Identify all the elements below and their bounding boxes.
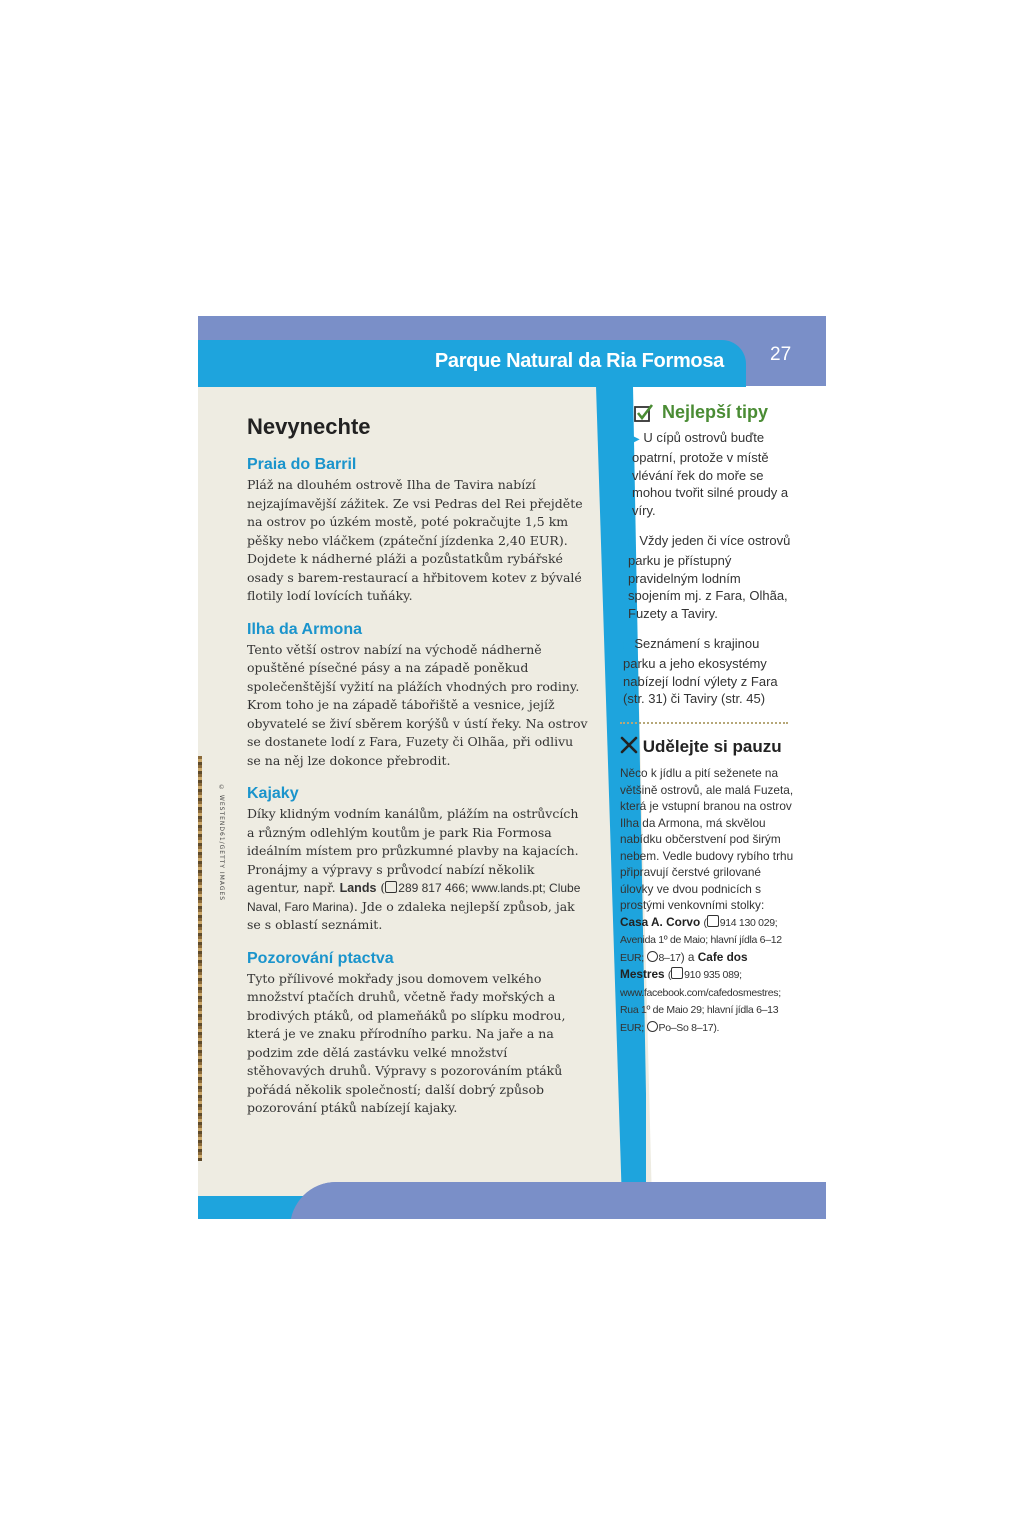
clock-icon: [647, 951, 658, 962]
header-bar: [198, 340, 746, 387]
clock-icon: [647, 1021, 658, 1032]
photo-edge: [198, 756, 202, 1161]
section-title: Ilha da Armona: [247, 620, 362, 638]
tip-item: ▶ Vždy jeden či více ostrovů parku je přístupný pravidelným lodním spojením mj. z Fara, Olhãa, Fuzety a Taviry.: [628, 532, 791, 622]
footer-curve-overlay: [290, 1182, 826, 1219]
checkbox-icon: [634, 404, 654, 422]
page-number: 27: [770, 344, 792, 365]
business-contact: 289 817 466; www.lands.pt; Clube Naval, Faro Marina: [247, 881, 581, 914]
tips-heading: Nejlepší tipy: [634, 402, 794, 423]
tip-item: ▶ U cípů ostrovů buďte opatrní, protože v místě vlévání řek do moře se mohou tvořit silné proudy a víry.: [632, 430, 789, 519]
fork-knife-icon: [620, 736, 638, 754]
phone-icon: [385, 881, 397, 893]
break-text: Něco k jídlu a pití seženete na většině ostrovů, ale malá Fuzeta, která je vstupní branou na ostrov Ilha da Armona, má skvělou nabídku občerstvení pod širým nebem. Vedle budovy rybího trhu připravují čerstvé grilované úlovky ve dvou podnicích s prostými venkovními stolky: Casa A. Corvo ( 914 130 029; Avenida 1º de Maio; hlavní jídla 6–12 EUR; 8–17) a Cafe dos Mestres ( 910 935 089; www.facebook.com/cafedosmestres; Rua 1º de Maio 29; hlavní jídla 6–13 EUR; Po–So 8–17).: [620, 766, 794, 1034]
page-title: Parque Natural da Ria Formosa: [434, 350, 724, 372]
break-heading: Udělejte si pauzu: [620, 736, 794, 757]
guidebook-page: [198, 316, 826, 1219]
phone-icon: [707, 915, 719, 927]
triangle-bullet-icon: ▶: [623, 639, 631, 651]
triangle-bullet-icon: ▶: [632, 434, 640, 445]
main-heading: Nevynechte: [247, 414, 371, 439]
business-name: Lands: [339, 881, 377, 895]
divider: [620, 722, 788, 724]
section-text: Pláž na dlouhém ostrově Ilha de Tavira nabízí nejzajímavější zážitek. Ze vsi Pedras del Rei přejděte na ostrov po úzkém mostě, poté pokračujte 1,5 km pěšky nebo vláčkem (zpáteční jízdenka 2,40 EUR). Dojdete k nádherné pláži a pozůstatkům rybářské osady s barem-restaurací a hřbitovem kotev z bývalé flotily lodí lovících tuňáky.: [247, 477, 583, 603]
place-name: Casa A. Corvo: [620, 914, 701, 929]
section-title: Kajaky: [247, 785, 299, 802]
triangle-bullet-icon: ▶: [628, 536, 636, 548]
section-text: Tento větší ostrov nabízí na východě nádherně opuštěné písečné pásy a na západě poněkud společenštější vyžití na plážích vhodných pro rodiny. Krom toho je na západě tábořiště a vesnice, jejíž obyvatelé se živí sběrem korýšů v ústí řeky. Na ostrov se dostanete lodí z Fara, Fuzety či Olhãa, při odlivu se na něj lze dokonce přebrodit.: [247, 641, 588, 768]
tip-item: ▶ Seznámení s krajinou parku a jeho ekosystémy nabízejí lodní výlety z Fara (str. 31) či Taviry (str. 45): [623, 635, 778, 707]
sidebar: [620, 402, 794, 1036]
section-title: Praia do Barril: [247, 456, 357, 473]
section-text: Tyto přílivové mokřady jsou domovem velkého množství ptačích druhů, včetně řady mořských a brodivých ptáků, od plameňáků po slípku modrou, která je ve znaku přírodního parku. Na jaře a na podzim zde dělá zastávku velké množství stěhovavých druhů. Výpravy s pozorováním ptáků pořádá několik společností; další dobrý způsob pozorování ptáků nabízejí kajaky.: [247, 970, 566, 1115]
section-title: Pozorování ptactva: [247, 949, 394, 967]
section-text: Díky klidným vodním kanálům, plážím na ostrůvcích a různým odlehlým koutům je park Ria Formosa ideálním místem pro průzkumné plavby na kajacích. Pronájmy a výpravy s průvodcí nabízí několik agentur, např. Lands ( 289 817 466; www.lands.pt; Clube Naval, Faro Marina). Jde o zdaleka nejlepší způsob, jak se s oblastí seznámit.: [247, 806, 581, 932]
place-name: Cafe dos Mestres: [620, 949, 748, 982]
main-content: [247, 414, 589, 1133]
phone-icon: [671, 967, 683, 979]
photo-credit: © WESTEND61/GETTY IMAGES: [218, 784, 225, 902]
